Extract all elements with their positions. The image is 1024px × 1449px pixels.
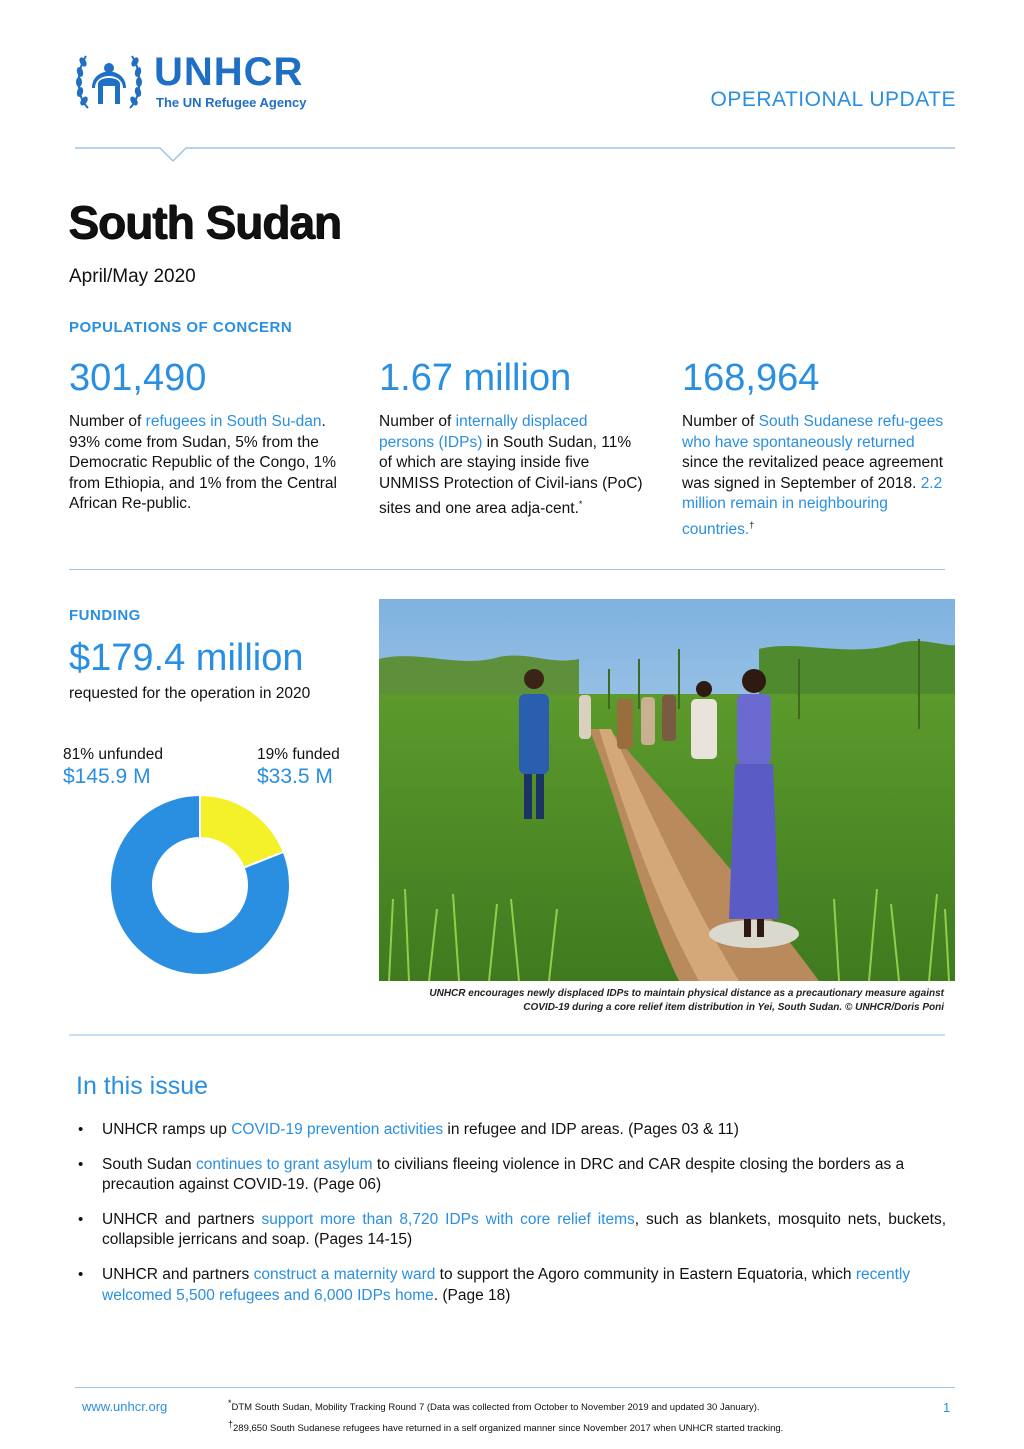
footnote-mark: *: [578, 499, 583, 510]
list-item: • UNHCR and partners construct a maternity ward to support the Agoro community in Eastern Equatoria, which recently welcomed 5,500 refugees and 6,000 IDPs home. (Page 18): [78, 1265, 946, 1306]
stat-value: 301,490: [69, 357, 207, 399]
unhcr-logo: [74, 48, 354, 114]
funding-amount: $179.4 million: [69, 637, 304, 679]
issue-section-title: In this issue: [76, 1072, 209, 1100]
stat-refugees: [69, 356, 339, 515]
funded-label: 19% funded: [257, 746, 340, 763]
page-number: 1: [943, 1400, 951, 1415]
stat-value: 168,964: [682, 357, 820, 399]
maternity-ward-link[interactable]: construct a maternity ward: [253, 1265, 436, 1283]
stat-description: Number of internally displaced persons (IDPs) in South Sudan, 11% of which are staying inside five UNMISS Protection of Civil-ians (PoC) sites and one area adja-cent.*: [379, 413, 643, 518]
page-title: South Sudan: [68, 196, 341, 248]
logo-tagline: The UN Refugee Agency: [156, 95, 307, 110]
asylum-link[interactable]: continues to grant asylum: [195, 1155, 373, 1173]
header-divider: [75, 147, 955, 163]
footnote-2: †289,650 South Sudanese refugees have returned in a self organized manner since November 2017 when UNHCR started tracking.: [228, 1419, 784, 1435]
stat-idps: [379, 356, 644, 520]
unfunded-label: 81% unfunded: [63, 746, 163, 763]
footer-divider: [75, 1387, 955, 1388]
stat-description: Number of refugees in South Su-dan. 93% come from Sudan, 5% from the Democratic Republic of the Congo, 1% from Ethiopia, and 1% from the Central African Re-public.: [69, 413, 337, 513]
funding-section-label: FUNDING: [69, 607, 141, 624]
list-item: • UNHCR ramps up COVID-19 prevention activities in refugee and IDP areas. (Pages 03 & 11): [78, 1120, 946, 1141]
unhcr-emblem-icon: [74, 48, 144, 114]
returnees-welcomed-link[interactable]: recently welcomed 5,500 refugees and 6,000 IDPs home: [102, 1265, 911, 1304]
list-item: • South Sudan continues to grant asylum to civilians fleeing violence in DRC and CAR despite closing the borders as a precaution against COVID-19. (Page 06): [78, 1155, 946, 1196]
funding-subtitle: requested for the operation in 2020: [69, 685, 311, 702]
document-type: OPERATIONAL UPDATE: [710, 88, 956, 111]
stat-returnees: [682, 356, 947, 541]
stat-value: 1.67 million: [379, 357, 572, 399]
covid-prevention-link[interactable]: COVID-19 prevention activities: [231, 1121, 444, 1138]
populations-section-label: POPULATIONS OF CONCERN: [69, 319, 293, 336]
neighbouring-countries-link[interactable]: 2.2 million remain in neighbouring countries.: [682, 474, 943, 539]
photo-illustration: [379, 599, 955, 981]
refugees-link[interactable]: refugees in South Su-dan: [145, 413, 322, 430]
core-relief-link[interactable]: support more than 8,720 IDPs with core relief items: [261, 1210, 635, 1228]
logo-name: UNHCR: [154, 50, 304, 94]
report-date: April/May 2020: [69, 266, 196, 287]
footnote-1: *DTM South Sudan, Mobility Tracking Round 7 (Data was collected from October to November 2019 and updated 30 January).: [228, 1398, 760, 1414]
footnotes: [228, 1395, 928, 1437]
distribution-photo: [379, 599, 955, 981]
funding-donut-chart: [100, 785, 300, 985]
section-divider: [69, 569, 945, 570]
unfunded-amount: $145.9 M: [63, 765, 151, 788]
stat-description: Number of South Sudanese refu-gees who have spontaneously returned since the revitalized peace agreement was signed in September of 2018. 2.2 million remain in neighbouring countries.†: [682, 413, 944, 539]
issue-list: [78, 1120, 946, 1320]
photo-caption: UNHCR encourages newly displaced IDPs to maintain physical distance as a precautionary measure against COVID-19 during a core relief item distribution in Yei, South Sudan. © UNHCR/Doris Poni: [429, 988, 944, 1013]
footer-website-link[interactable]: www.unhcr.org: [82, 1399, 168, 1414]
funded-amount: $33.5 M: [257, 765, 333, 788]
idps-link[interactable]: internally displaced persons (IDPs): [379, 413, 588, 451]
footnote-mark: †: [749, 519, 755, 530]
section-divider: [69, 1034, 945, 1036]
list-item: • UNHCR and partners support more than 8,720 IDPs with core relief items, such as blankets, mosquito nets, buckets, collapsible jerricans and soap. (Pages 14-15): [78, 1210, 946, 1251]
returnees-link[interactable]: South Sudanese refu-gees who have spontaneously returned: [682, 413, 944, 451]
